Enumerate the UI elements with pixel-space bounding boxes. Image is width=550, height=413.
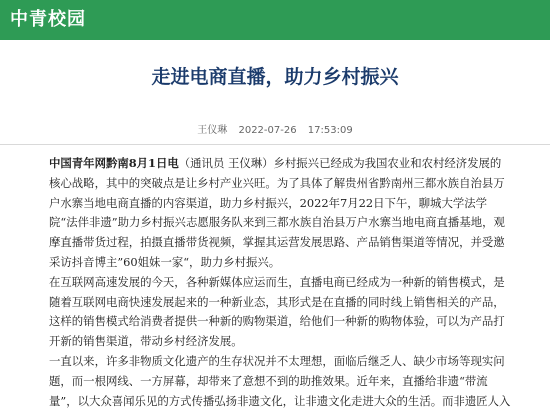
article-paragraph-1 [49, 154, 511, 273]
article-author: 王仪琳 [197, 125, 228, 136]
article-time: 17:53:09 [307, 125, 353, 136]
site-logo[interactable]: 中青校园 [10, 9, 86, 30]
article-lead: 中国青年网黔南8月1日电 [49, 156, 179, 170]
article-paragraph-3: 一直以来，许多非物质文化遗产的生存状况并不太理想，面临后继乏人、缺少市场等现实问题，而一根网线、一方屏幕，却带来了意想不到的助推效果。近年来，直播给非遗“带流量”，以大众喜闻乐见的方式传播弘扬非遗文化，让非遗文化走进大众的生活。而非遗匠人入 [49, 353, 511, 408]
article-body [49, 154, 511, 411]
article-paragraph-2: 在互联网高速发展的今天，各种新媒体应运而生，直播电商已经成为一种新的销售模式，是随着互联网电商快速发展起来的一种新业态，其形式是在直播的同时线上销售相关的产品，这样的销售模式给消费者提供一种新的购物渠道，给他们一种新的购物体验，可以为产品打开新的销售渠道，带动乡村经济发展。 [49, 274, 505, 349]
article-date: 2022-07-26 [238, 125, 297, 136]
article-paragraph-1-text: （通讯员 王仪琳）乡村振兴已经成为我国农业和农村经济发展的核心战略，其中的突破点是让乡村产业兴旺。为了具体了解贵州省黔南州三都水族自治县万户水寨当地电商直播的内容渠道，助力乡村振兴，2022年7月22日下午，聊城大学法学院“法伴非遗”助力乡村振兴志愿服务队来到三都水族自治县万户水寨当地电商直播基地，观摩直播带货过程，拍摄直播带货视频，掌握其运营发展思路、产品销售渠道等情况，并受邀采访抖音博主”60姐妹一家“，助力乡村振兴。 [49, 156, 505, 269]
article-title: 走进电商直播，助力乡村振兴 [151, 66, 399, 88]
meta-divider [0, 144, 550, 145]
article-meta [0, 121, 550, 136]
site-header-bar [0, 0, 550, 40]
